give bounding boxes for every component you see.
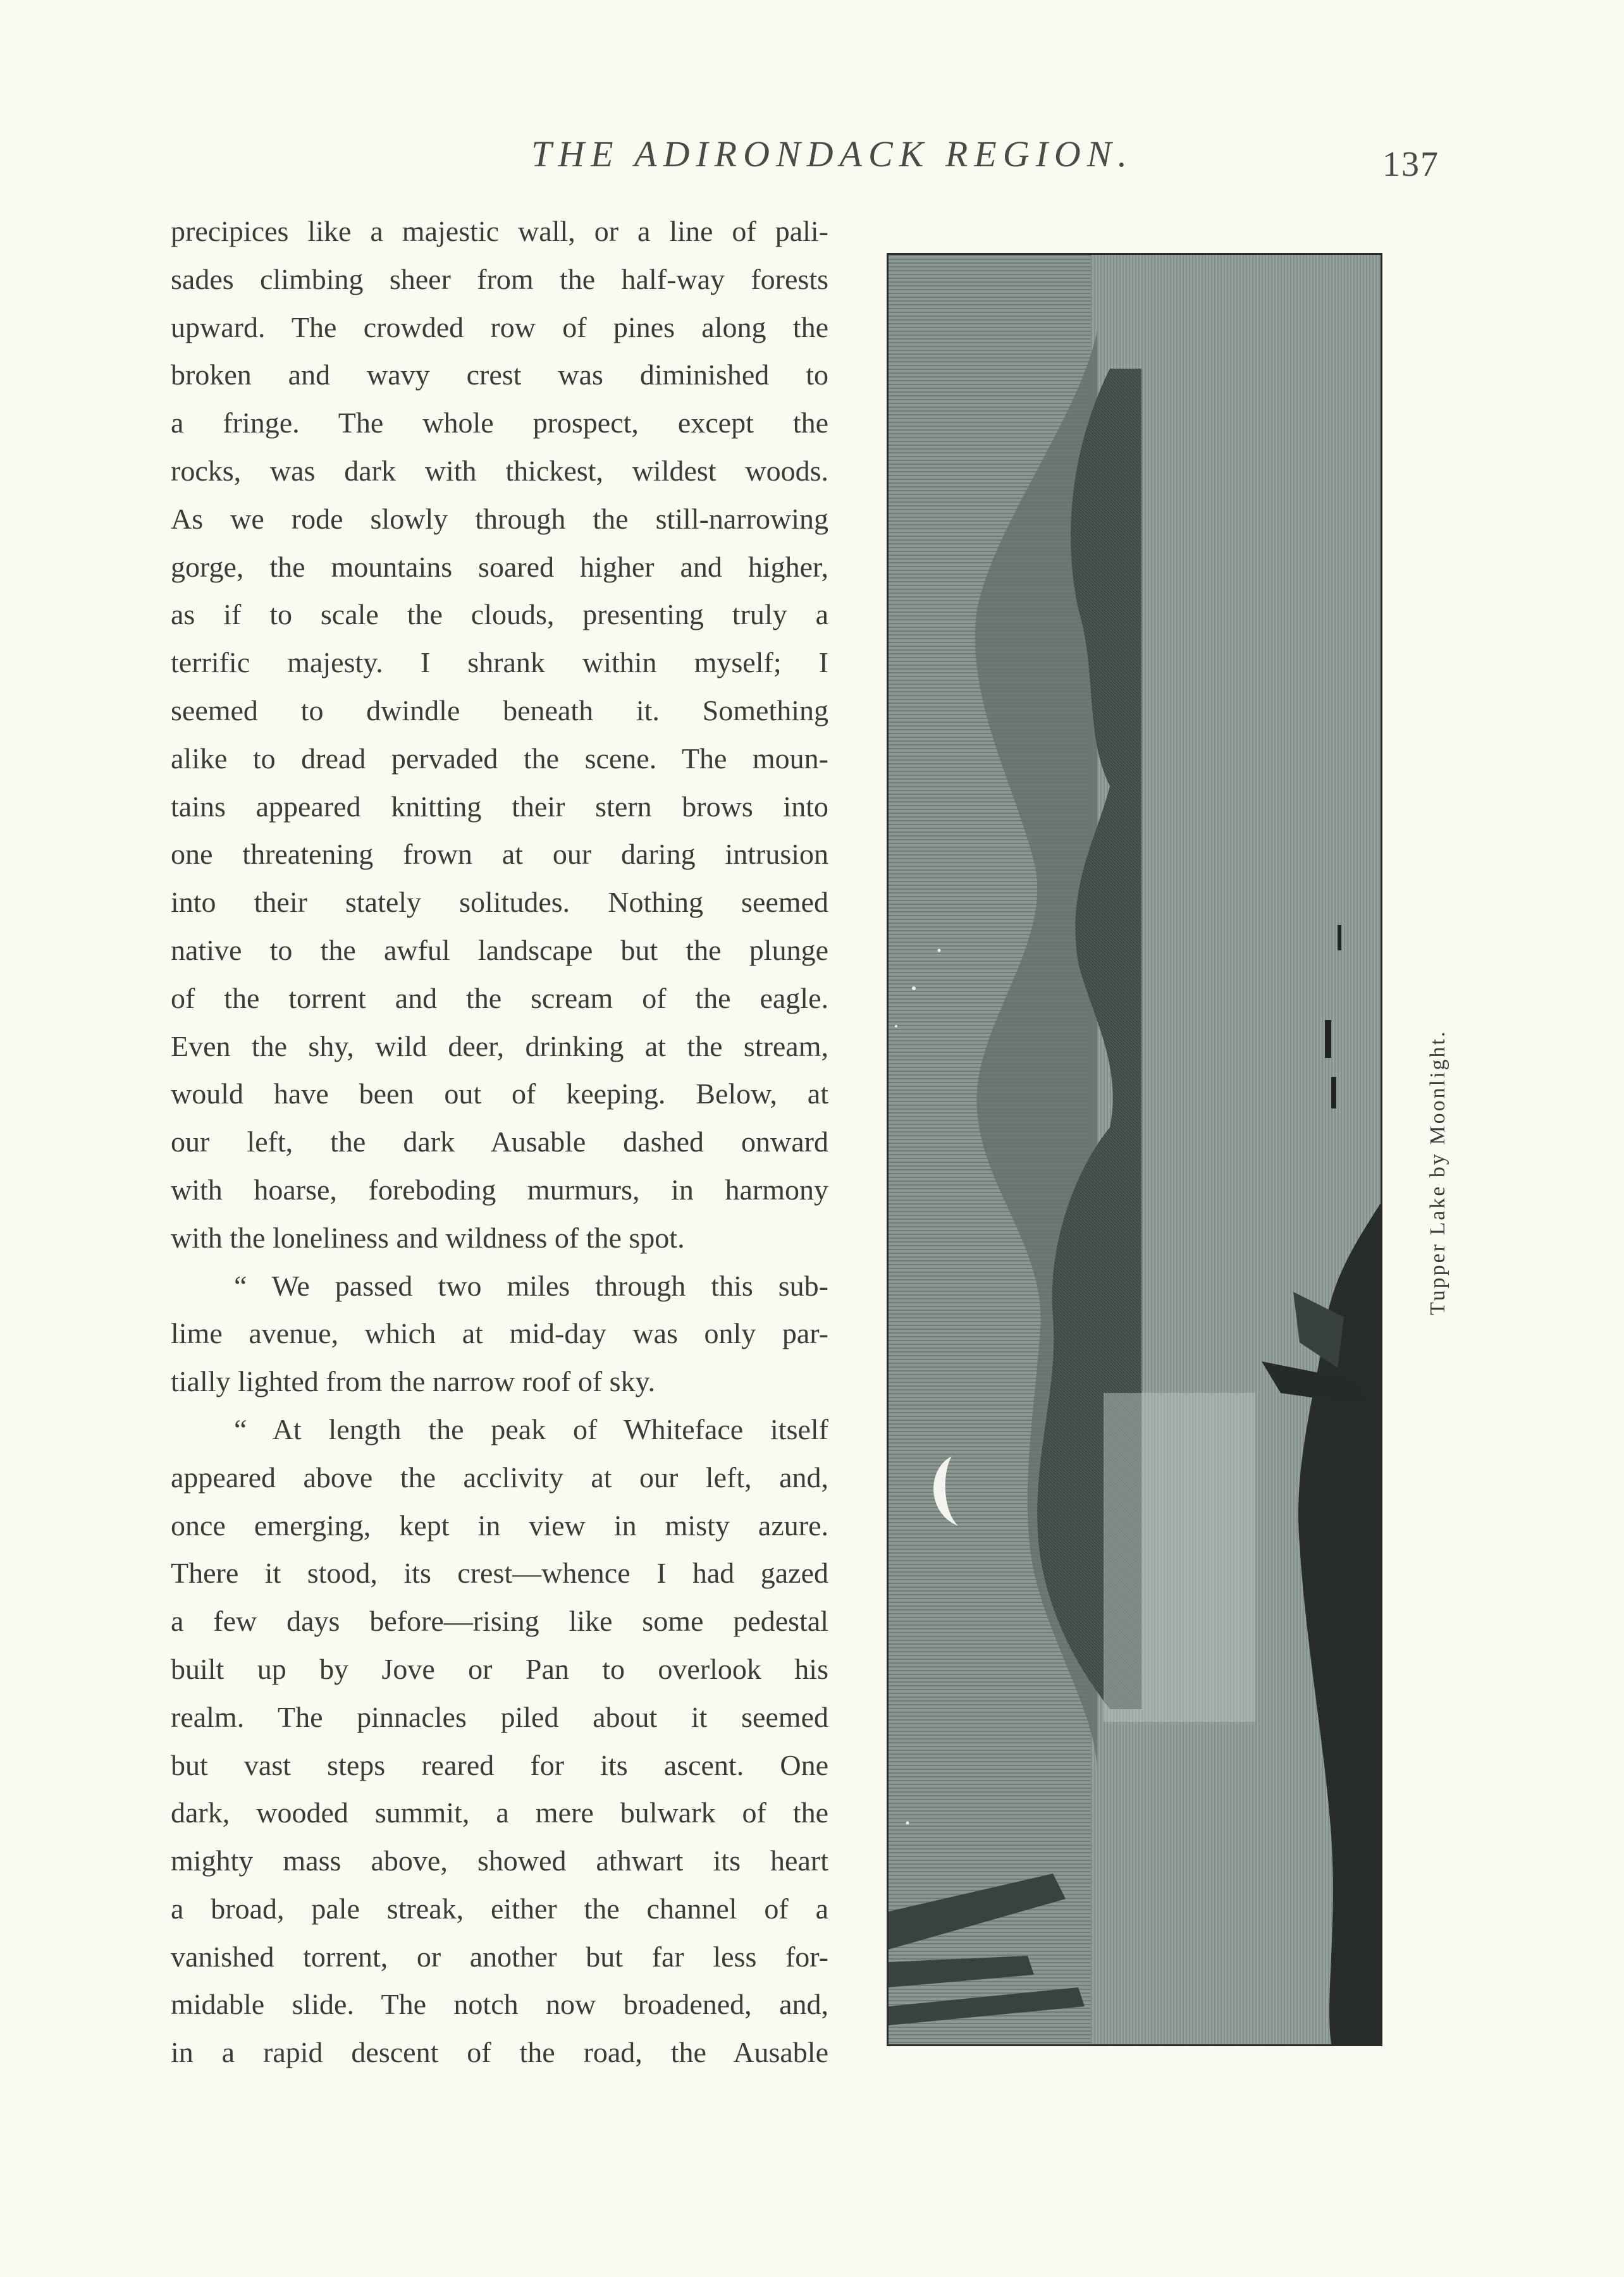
text-line: in a rapid descent of the road, the Ausable [171, 2036, 828, 2069]
text-line: as if to scale the clouds, presenting truly a [171, 598, 828, 631]
text-line: appeared above the acclivity at our left, and, [171, 1461, 828, 1494]
star [912, 986, 916, 990]
text-line: rocks, was dark with thickest, wildest woods. [171, 454, 828, 487]
text-line: seemed to dwindle beneath it. Something [171, 694, 828, 727]
text-line: There it stood, its crest—whence I had gazed [171, 1557, 828, 1590]
text-line: “ At length the peak of Whiteface itself [234, 1413, 828, 1445]
star [906, 1822, 909, 1825]
caption-text: Tupper Lake by Moonlight. [1426, 1029, 1449, 1315]
star [895, 1025, 897, 1028]
text-line: once emerging, kept in view in misty azure. [171, 1509, 828, 1542]
text-line: tains appeared knitting their stern brows into [171, 790, 828, 823]
star [938, 949, 941, 952]
text-line: with the loneliness and wildness of the spot. [171, 1221, 685, 1254]
text-line: a broad, pale streak, either the channel of a [171, 1892, 828, 1925]
text-line: a few days before—rising like some pedestal [171, 1605, 828, 1638]
text-line: one threatening frown at our daring intrusion [171, 838, 828, 871]
text-line: into their stately solitudes. Nothing seemed [171, 886, 828, 919]
moonlit-lake-engraving [889, 255, 1381, 2044]
text-line: with hoarse, foreboding murmurs, in harmony [171, 1173, 828, 1206]
text-line: but vast steps reared for its ascent. One [171, 1748, 828, 1781]
text-line: sades climbing sheer from the half-way forests [171, 262, 828, 295]
text-line: of the torrent and the scream of the eagle. [171, 981, 828, 1014]
text-line: our left, the dark Ausable dashed onward [171, 1126, 828, 1158]
text-line: alike to dread pervaded the scene. The moun- [171, 742, 828, 775]
text-line: broken and wavy crest was diminished to [171, 359, 828, 391]
text-line: Even the shy, wild deer, drinking at the stream, [171, 1029, 828, 1062]
running-head: THE ADIRONDACK REGION. [531, 133, 1133, 175]
text-line: a fringe. The whole prospect, except the [171, 407, 828, 439]
text-line: native to the awful landscape but the plunge [171, 933, 828, 966]
text-line: mighty mass above, showed athwart its heart [171, 1844, 828, 1877]
page-number: 137 [1382, 145, 1439, 184]
body-text [171, 207, 828, 2077]
text-line: midable slide. The notch now broadened, and, [171, 1988, 828, 2021]
text-line: “ We passed two miles through this sub- [234, 1269, 828, 1302]
text-line: terrific majesty. I shrank within myself; I [171, 646, 828, 679]
post [1325, 1020, 1331, 1058]
text-line: lime avenue, which at mid-day was only par- [171, 1317, 828, 1350]
moon-reflection [1104, 1393, 1255, 1722]
text-line: precipices like a majestic wall, or a line of pali- [171, 215, 828, 247]
text-line: vanished torrent, or another but far less for- [171, 1940, 828, 1973]
text-line: would have been out of keeping. Below, at [171, 1077, 828, 1110]
post [1331, 1077, 1336, 1108]
text-line: dark, wooded summit, a mere bulwark of the [171, 1796, 828, 1829]
engraving-illustration [887, 253, 1382, 2046]
post [1338, 925, 1341, 950]
text-line: gorge, the mountains soared higher and higher, [171, 550, 828, 583]
text-line: tially lighted from the narrow roof of sky. [171, 1365, 656, 1398]
text-line: upward. The crowded row of pines along the [171, 310, 828, 343]
text-line: built up by Jove or Pan to overlook his [171, 1652, 828, 1685]
text-line: As we rode slowly through the still-narrowing [171, 502, 828, 535]
text-line: realm. The pinnacles piled about it seemed [171, 1700, 828, 1733]
